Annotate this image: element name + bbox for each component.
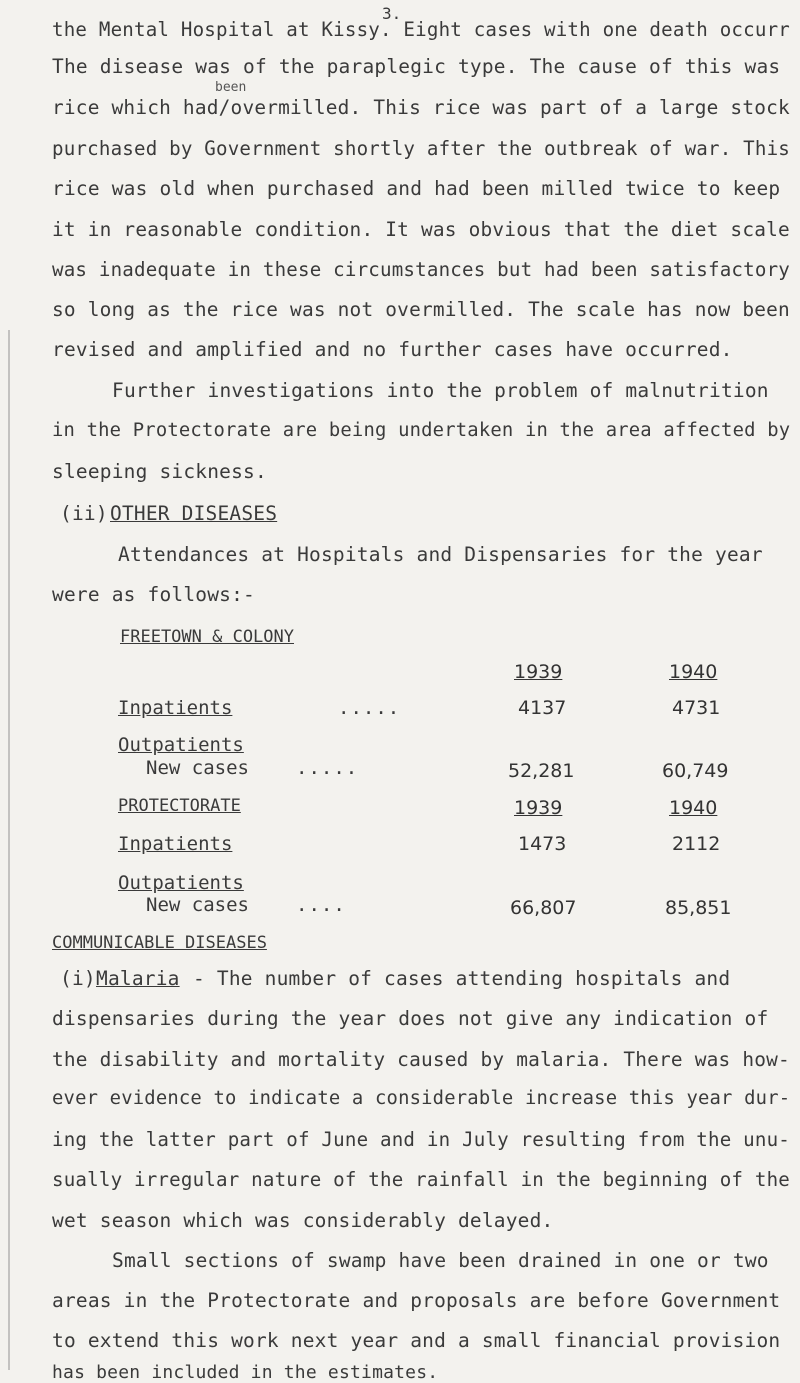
value-cell: 2112 (672, 833, 721, 855)
paragraph-2-line: in the Protectorate are being undertaken in the area affected by (52, 420, 791, 441)
paragraph-1-line: rice was old when purchased and had been milled twice to keep (52, 177, 781, 200)
paragraph-5-line: has been included in the estimates. (52, 1362, 439, 1383)
left-margin-line (8, 330, 10, 1370)
malaria-number: (i) (60, 967, 96, 990)
paragraph-2-line: Further investigations into the problem of malnutrition (112, 379, 769, 402)
year-column-header: 1939 (514, 797, 563, 819)
value-cell: 1473 (518, 833, 567, 855)
paragraph-3-line: were as follows:- (52, 583, 255, 606)
paragraph-1-line: rice which had/overmilled. This rice was part of a large stock (52, 96, 790, 119)
table-heading-protectorate: PROTECTORATE (118, 796, 241, 816)
paragraph-4-line: sually irregular nature of the rainfall in the beginning of the (52, 1168, 790, 1191)
malaria-heading: Malaria (96, 967, 180, 990)
paragraph-4-line: the disability and mortality caused by malaria. There was how- (52, 1048, 790, 1071)
row-label-inpatients: Inpatients (118, 833, 233, 855)
paragraph-1-line: was inadequate in these circumstances but had been satisfactory (52, 258, 790, 281)
row-label-inpatients: Inpatients (118, 697, 233, 719)
paragraph-1-line: The disease was of the paraplegic type. The cause of this was (52, 55, 781, 78)
paragraph-5-line: Small sections of swamp have been drained in one or two (112, 1249, 769, 1272)
value-cell: 52,281 (508, 760, 575, 782)
leader-dots: .... (296, 894, 346, 916)
leader-dots: ..... (338, 697, 401, 719)
value-cell: 4731 (672, 697, 721, 719)
paragraph-5-line: to extend this work next year and a small financial provision (52, 1329, 781, 1352)
paragraph-1-line: purchased by Government shortly after the outbreak of war. This (52, 137, 790, 160)
value-cell: 60,749 (662, 760, 729, 782)
paragraph-4-line: ing the latter part of June and in July resulting from the unu- (52, 1128, 790, 1151)
paragraph-2-line: sleeping sickness. (52, 460, 267, 483)
leader-dots: ..... (296, 757, 359, 779)
row-label-new-cases: New cases (146, 894, 249, 916)
row-label-new-cases: New cases (146, 757, 249, 779)
year-column-header: 1939 (514, 661, 563, 683)
paragraph-1-line: it in reasonable condition. It was obvious that the diet scale (52, 218, 790, 241)
paragraph-4-line: dispensaries during the year does not give any indication of (52, 1007, 769, 1030)
row-label-outpatients: Outpatients (118, 872, 244, 894)
value-cell: 66,807 (510, 897, 577, 919)
paragraph-4-line: ever evidence to indicate a considerable increase this year dur- (52, 1088, 791, 1109)
paragraph-1-line: revised and amplified and no further cases have occurred. (52, 338, 733, 361)
handwritten-insert-been: been (215, 80, 247, 95)
section-heading-other-diseases: OTHER DISEASES (110, 502, 278, 525)
paragraph-4-line: - The number of cases attending hospitals and (193, 967, 731, 990)
paragraph-5-line: areas in the Protectorate and proposals are before Government (52, 1289, 781, 1312)
table-heading-freetown-colony: FREETOWN & COLONY (120, 627, 294, 647)
section-heading-communicable-diseases: COMMUNICABLE DISEASES (52, 933, 267, 953)
paragraph-1-line: so long as the rice was not overmilled. The scale has now been (52, 298, 790, 321)
paragraph-4-line: wet season which was considerably delayed. (52, 1209, 554, 1232)
row-label-outpatients: Outpatients (118, 734, 244, 756)
paragraph-1-line: the Mental Hospital at Kissy. Eight cases with one death occurr (52, 18, 790, 41)
value-cell: 85,851 (665, 897, 732, 919)
section-number: (ii) (60, 502, 108, 525)
value-cell: 4137 (518, 697, 567, 719)
paragraph-3-line: Attendances at Hospitals and Dispensaries for the year (118, 543, 763, 566)
year-column-header: 1940 (669, 661, 718, 683)
page-number: 3. (382, 4, 402, 23)
year-column-header: 1940 (669, 797, 718, 819)
